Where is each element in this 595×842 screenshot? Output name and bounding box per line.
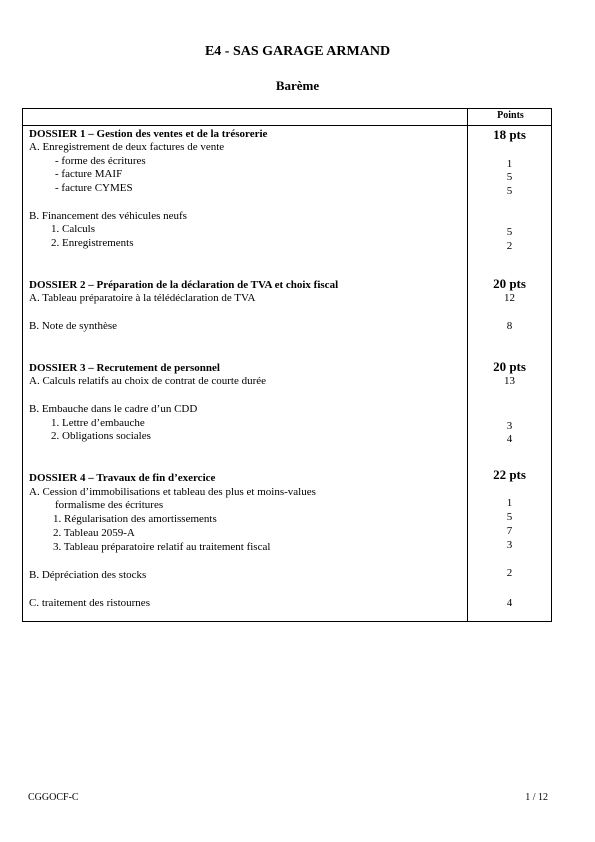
row-points: 22 pts xyxy=(493,467,526,482)
row-label: DOSSIER 3 – Recrutement de personnel xyxy=(29,362,220,374)
row-points: 8 xyxy=(506,320,513,332)
bareme-table xyxy=(22,108,552,622)
row-points: 4 xyxy=(506,433,513,445)
row-points: 5 xyxy=(506,511,513,523)
row-points: 20 pts xyxy=(493,276,526,291)
header-divider xyxy=(23,125,551,126)
row-points: 4 xyxy=(506,597,513,609)
document-subtitle: Barème xyxy=(275,78,320,93)
row-label: formalisme des écritures xyxy=(55,499,164,511)
row-label: A. Enregistrement de deux factures de vente xyxy=(29,141,225,153)
row-label: 3. Tableau préparatoire relatif au traitement fiscal xyxy=(53,541,271,553)
row-points: 5 xyxy=(506,226,513,238)
row-label: 2. Obligations sociales xyxy=(51,430,151,442)
row-label: - facture CYMES xyxy=(55,182,133,194)
row-label: B. Dépréciation des stocks xyxy=(29,569,147,581)
points-column-header: Points xyxy=(497,110,524,121)
row-label: C. traitement des ristournes xyxy=(29,597,150,609)
document-title: E4 - SAS GARAGE ARMAND xyxy=(204,44,391,59)
row-label: 1. Régularisation des amortissements xyxy=(53,513,217,525)
row-points: 20 pts xyxy=(493,359,526,374)
row-points: 5 xyxy=(506,185,513,197)
row-points: 1 xyxy=(506,497,513,509)
row-points: 3 xyxy=(506,539,513,551)
row-points: 18 pts xyxy=(493,127,526,142)
row-label: A. Calculs relatifs au choix de contrat de courte durée xyxy=(29,375,267,387)
row-label: A. Tableau préparatoire à la télédéclaration de TVA xyxy=(29,292,256,304)
row-label: DOSSIER 4 – Travaux de fin d’exercice xyxy=(29,472,216,484)
page-number: 1 / 12 xyxy=(525,792,548,803)
row-label: B. Embauche dans le cadre d’un CDD xyxy=(29,403,198,415)
row-points: 12 xyxy=(504,292,515,304)
row-points: 7 xyxy=(506,525,513,537)
row-label: 2. Tableau 2059-A xyxy=(53,527,135,539)
row-label: 1. Lettre d’embauche xyxy=(51,417,145,429)
row-label: DOSSIER 2 – Préparation de la déclaration de TVA et choix fiscal xyxy=(29,279,339,291)
row-label: DOSSIER 1 – Gestion des ventes et de la trésorerie xyxy=(29,128,268,140)
row-label: A. Cession d’immobilisations et tableau des plus et moins-values xyxy=(29,486,316,498)
row-points: 3 xyxy=(506,420,513,432)
row-points: 1 xyxy=(506,158,513,170)
row-label: - forme des écritures xyxy=(55,155,146,167)
document-code: CGGOCF-C xyxy=(28,792,79,803)
row-label: B. Note de synthèse xyxy=(29,320,117,332)
row-label: 1. Calculs xyxy=(51,223,95,235)
row-points: 2 xyxy=(506,240,513,252)
row-label: 2. Enregistrements xyxy=(51,237,134,249)
row-points: 5 xyxy=(506,171,513,183)
row-label: - facture MAIF xyxy=(55,168,123,180)
row-points: 2 xyxy=(506,567,513,579)
row-points: 13 xyxy=(504,375,515,387)
row-label: B. Financement des véhicules neufs xyxy=(29,210,187,222)
